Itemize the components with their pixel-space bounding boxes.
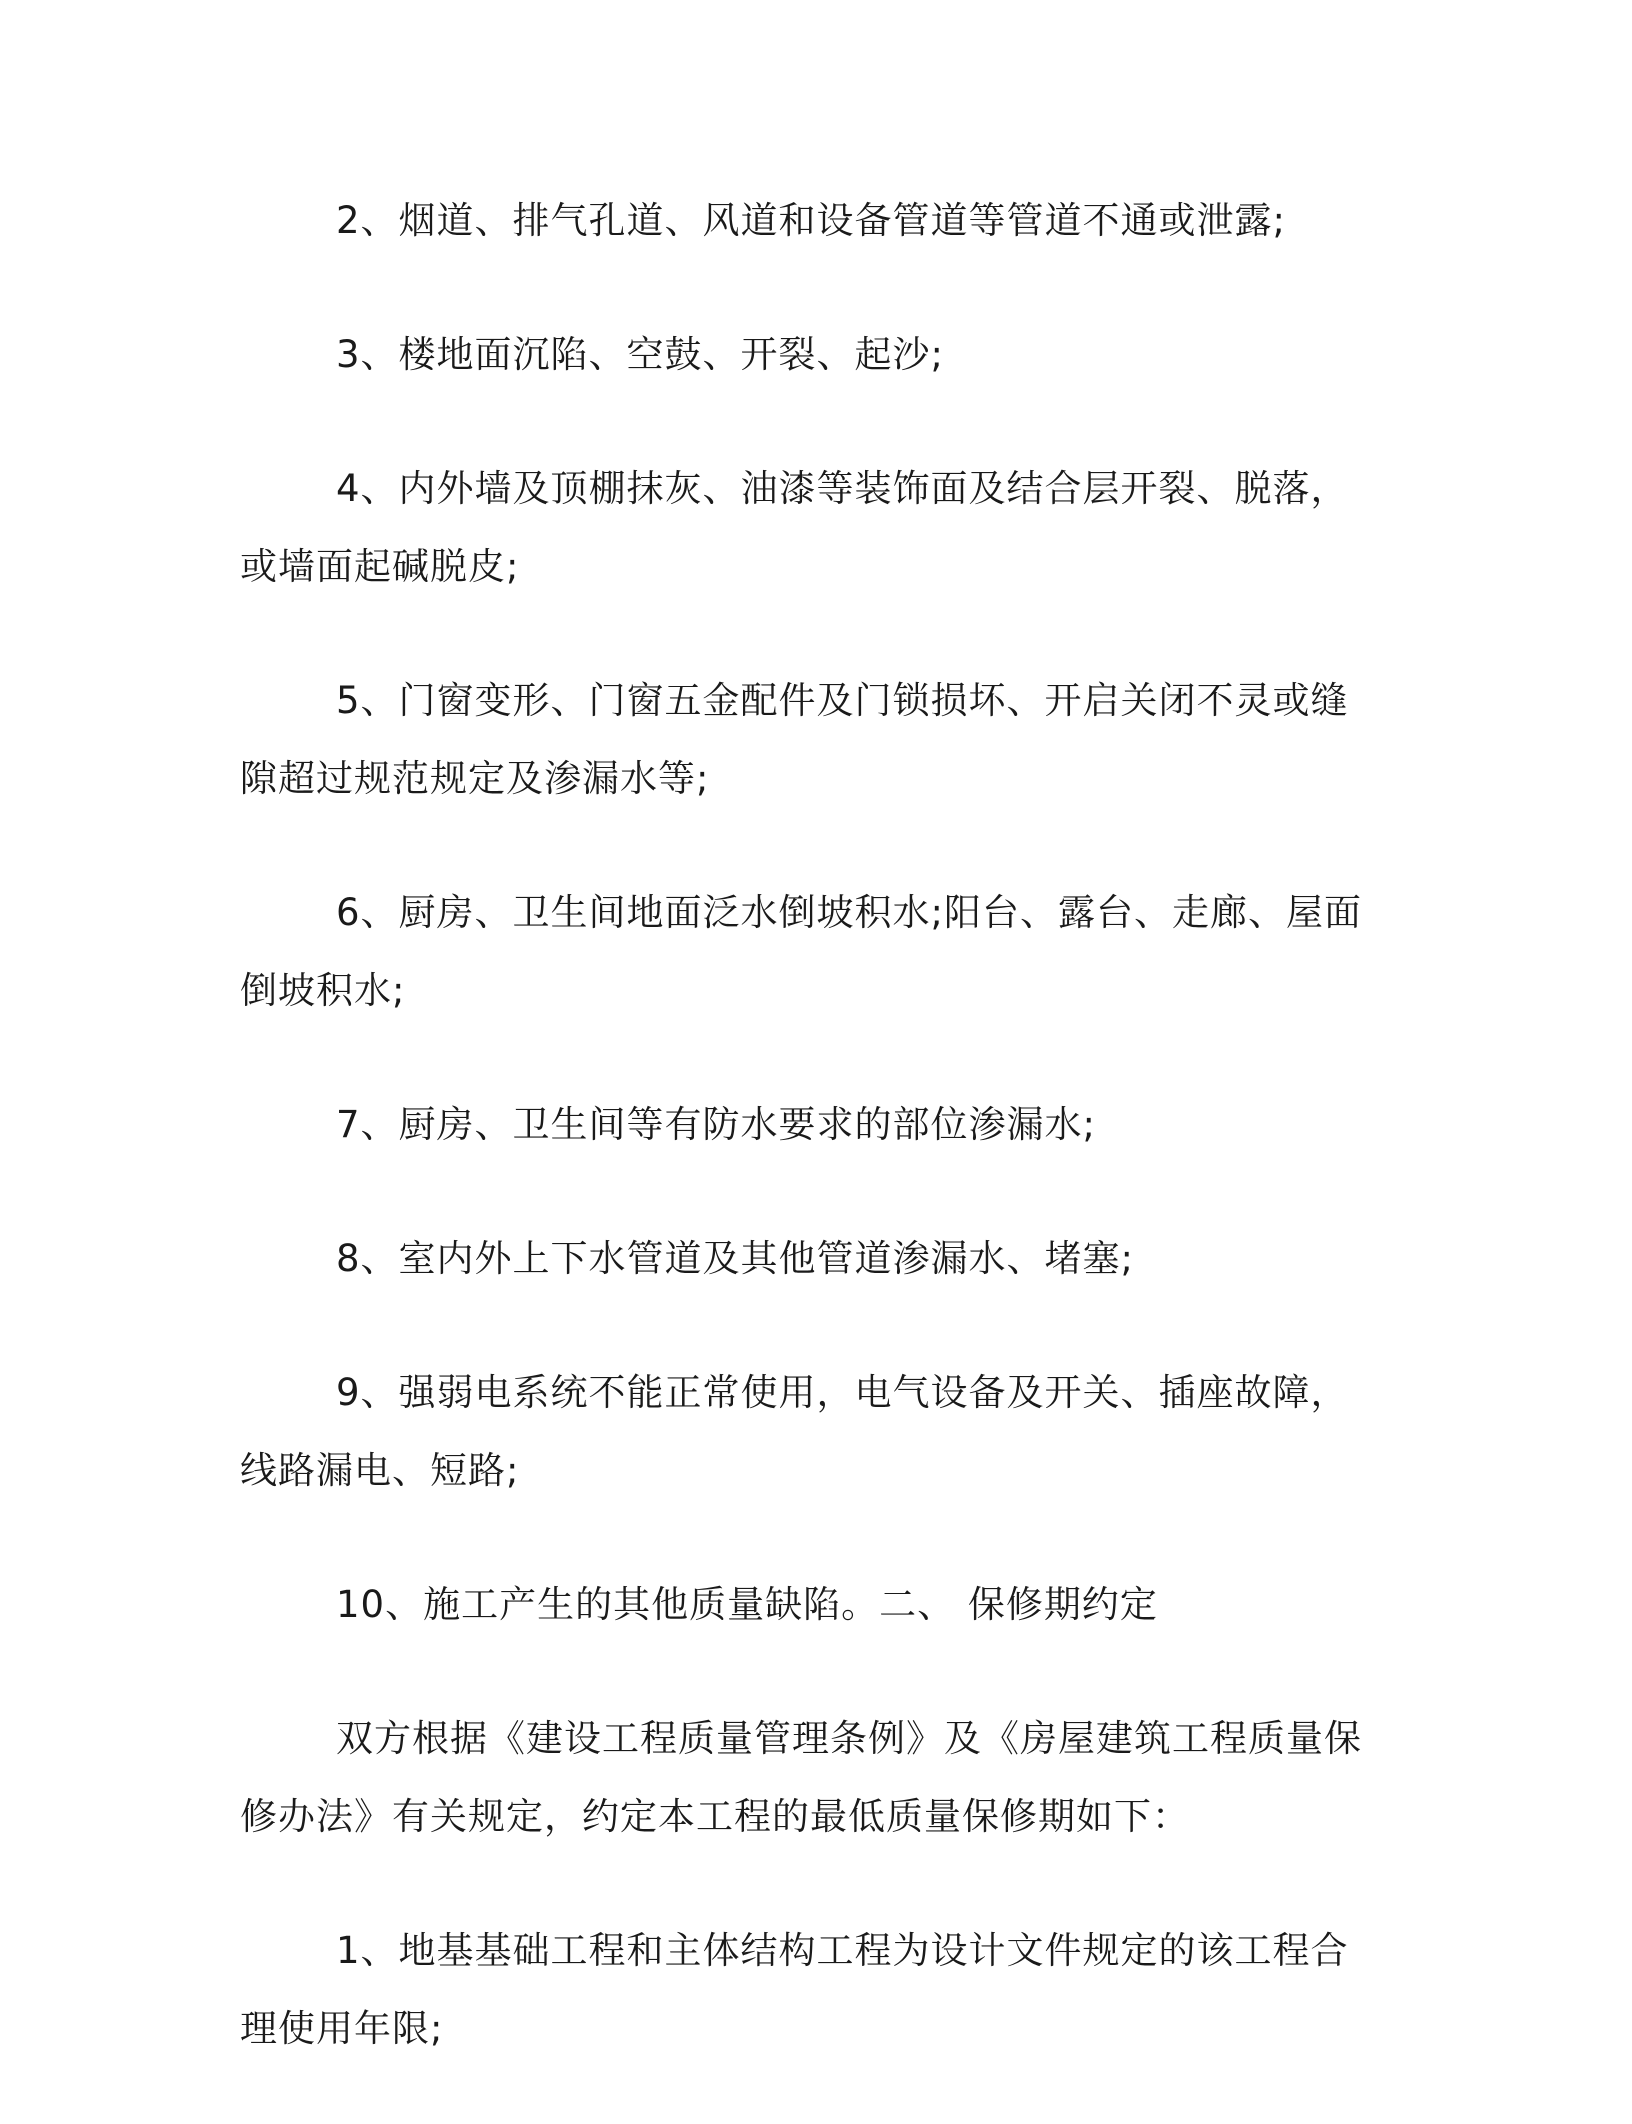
paragraph-warranty-intro: 双方根据《建设工程质量管理条例》及《房屋建筑工程质量保修办法》有关规定，约定本工程的最低质量保修期如下： — [240, 1717, 1362, 1838]
paragraph-item-7: 7、厨房、卫生间等有防水要求的部位渗漏水; — [336, 1103, 1097, 1146]
document-body — [240, 182, 1380, 2124]
paragraph-item-10-and-section-heading: 10、施工产生的其他质量缺陷。二、 保修期约定 — [336, 1583, 1158, 1626]
paragraph-warranty-item-1: 1、地基基础工程和主体结构工程为设计文件规定的该工程合理使用年限; — [240, 1929, 1349, 2050]
paragraph-item-4: 4、内外墙及顶棚抹灰、油漆等装饰面及结合层开裂、脱落，或墙面起碱脱皮; — [240, 467, 1349, 588]
paragraph-item-9: 9、强弱电系统不能正常使用，电气设备及开关、插座故障，线路漏电、短路; — [240, 1371, 1349, 1492]
paragraph-item-8: 8、室内外上下水管道及其他管道渗漏水、堵塞; — [336, 1237, 1135, 1280]
paragraph-item-5: 5、门窗变形、门窗五金配件及门锁损坏、开启关闭不灵或缝隙超过规范规定及渗漏水等; — [240, 679, 1349, 800]
paragraph-item-6: 6、厨房、卫生间地面泛水倒坡积水;阳台、露台、走廊、屋面倒坡积水; — [240, 891, 1363, 1012]
paragraph-item-2: 2、烟道、排气孔道、风道和设备管道等管道不通或泄露; — [336, 199, 1287, 242]
paragraph-item-3: 3、楼地面沉陷、空鼓、开裂、起沙; — [336, 333, 945, 376]
